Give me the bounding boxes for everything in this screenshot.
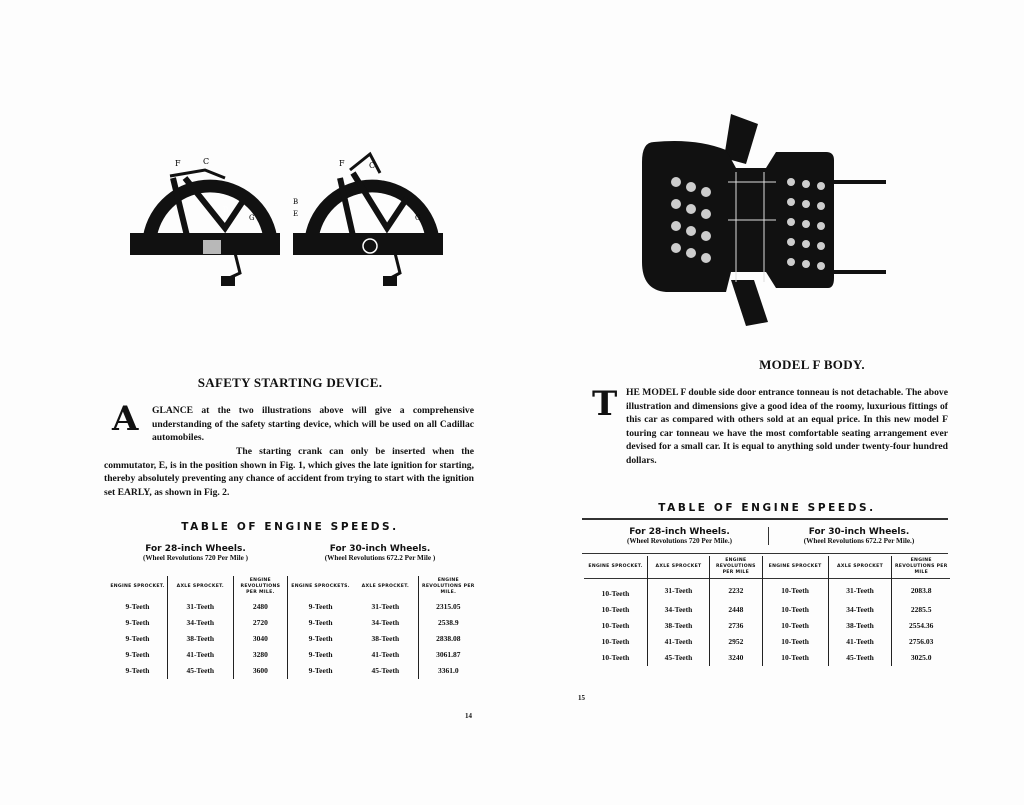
cell: 31-Teeth bbox=[167, 598, 233, 614]
table-group-30 bbox=[768, 527, 949, 545]
cell: 3361.0 bbox=[418, 663, 478, 679]
group-subtitle: (Wheel Revolutions 720 Per Mile.) bbox=[626, 537, 733, 545]
engine-speeds-table bbox=[584, 556, 950, 666]
header-engine-sprocket: ENGINE SPROCKET bbox=[762, 556, 828, 579]
cell: 38-Teeth bbox=[647, 617, 709, 633]
table-row bbox=[108, 598, 478, 614]
group-title: For 30-inch Wheels. bbox=[329, 544, 431, 554]
table-row bbox=[584, 650, 950, 666]
cell: 2838.08 bbox=[418, 630, 478, 646]
paragraph-crank bbox=[104, 445, 474, 499]
svg-text:D: D bbox=[223, 206, 229, 214]
cell: 3025.0 bbox=[892, 650, 950, 666]
cell: 3061.87 bbox=[418, 647, 478, 663]
cell: 2232 bbox=[710, 579, 763, 602]
cell: 2083.8 bbox=[892, 579, 950, 602]
cell: 3040 bbox=[233, 630, 288, 646]
cell: 10-Teeth bbox=[762, 579, 828, 602]
page-number: 14 bbox=[465, 712, 472, 720]
cell: 41-Teeth bbox=[828, 634, 892, 650]
table-row bbox=[108, 647, 478, 663]
cell: 2554.36 bbox=[892, 617, 950, 633]
cell: 31-Teeth bbox=[647, 579, 709, 602]
header-axle-sprocket: AXLE SPROCKET bbox=[647, 556, 709, 579]
table-row bbox=[584, 617, 950, 633]
header-engine-revolutions: ENGINE REVOLUTIONS PER MILE bbox=[710, 556, 763, 579]
header-engine-sprocket: ENGINE SPROCKET. bbox=[588, 564, 643, 569]
paragraph-crank-text: The starting crank can only be inserted when the commutator, E, is in the position shown in Fig. 1, which gives the late ignition for starting, thereby absolutely preventing any chance of accident from trying to start with the ignition set EARLY, as shown in Fig. 2. bbox=[104, 446, 474, 498]
cell: 2952 bbox=[710, 634, 763, 650]
header-axle-sprocket: AXLE SPROCKET bbox=[828, 556, 892, 579]
header-axle-sprocket: AXLE SPROCKET. bbox=[361, 584, 409, 589]
table-row bbox=[584, 601, 950, 617]
svg-text:F: F bbox=[175, 159, 181, 168]
paragraph-intro: GLANCE at the two illustrations above will give a comprehensive understanding of the safety starting device, which will be used on all Cadillac automobiles. bbox=[152, 405, 474, 444]
header-engine-sprocket: ENGINE SPROCKET. bbox=[110, 584, 165, 589]
table-title: TABLE OF ENGINE SPEEDS. bbox=[658, 502, 876, 514]
cell: 31-Teeth bbox=[828, 579, 892, 602]
svg-text:C: C bbox=[369, 161, 376, 170]
group-subtitle: (Wheel Revolutions 672.2 Per Mile.) bbox=[803, 537, 915, 545]
cell: 2756.03 bbox=[892, 634, 950, 650]
cell: 10-Teeth bbox=[762, 650, 828, 666]
cell: 9-Teeth bbox=[125, 601, 150, 611]
table-title: TABLE OF ENGINE SPEEDS. bbox=[181, 521, 399, 533]
cell: 9-Teeth bbox=[125, 650, 150, 660]
cell: 31-Teeth bbox=[371, 601, 400, 611]
table-group-28 bbox=[592, 527, 767, 545]
cell: 10-Teeth bbox=[601, 653, 630, 663]
model-f-body-illustration bbox=[636, 112, 896, 332]
cell: 9-Teeth bbox=[308, 666, 333, 676]
header-engine-revolutions: ENGINE REVOLUTIONS PER MILE bbox=[892, 556, 950, 579]
cell: 45-Teeth bbox=[647, 650, 709, 666]
cell: 10-Teeth bbox=[601, 588, 630, 598]
cell: 34-Teeth bbox=[647, 601, 709, 617]
table-group-28 bbox=[108, 544, 283, 562]
cell: 9-Teeth bbox=[125, 666, 150, 676]
cell: 9-Teeth bbox=[125, 617, 150, 627]
cell: 2736 bbox=[710, 617, 763, 633]
dropcap: T bbox=[592, 384, 618, 424]
table-row bbox=[108, 614, 478, 630]
cell: 3600 bbox=[233, 663, 288, 679]
table-row bbox=[584, 634, 950, 650]
table-header-row bbox=[108, 576, 478, 598]
header-engine-sprocket: ENGINE SPROCKETS. bbox=[291, 584, 350, 589]
table-row bbox=[584, 579, 950, 602]
cell: 2538.9 bbox=[418, 614, 478, 630]
table-row bbox=[108, 630, 478, 646]
section-heading: SAFETY STARTING DEVICE. bbox=[197, 375, 383, 390]
svg-text:C: C bbox=[203, 157, 210, 166]
svg-text:G: G bbox=[249, 214, 255, 222]
cell: 10-Teeth bbox=[601, 637, 630, 647]
safety-starting-device-illustration bbox=[125, 148, 450, 293]
cell: 2315.05 bbox=[418, 598, 478, 614]
svg-text:E: E bbox=[293, 210, 299, 218]
cell: 9-Teeth bbox=[125, 633, 150, 643]
dropcap: A bbox=[112, 399, 139, 439]
cell: 10-Teeth bbox=[762, 634, 828, 650]
svg-text:B: B bbox=[293, 198, 299, 206]
cell: 38-Teeth bbox=[167, 630, 233, 646]
cell: 45-Teeth bbox=[167, 663, 233, 679]
cell: 41-Teeth bbox=[167, 647, 233, 663]
cell: 38-Teeth bbox=[371, 633, 400, 643]
cell: 38-Teeth bbox=[828, 617, 892, 633]
cell: 41-Teeth bbox=[371, 650, 400, 660]
svg-text:G: G bbox=[415, 214, 421, 222]
header-axle-sprocket: AXLE SPROCKET. bbox=[167, 576, 233, 598]
cell: 34-Teeth bbox=[371, 617, 400, 627]
cell: 9-Teeth bbox=[308, 617, 333, 627]
paragraph-model-f: HE MODEL F double side door entrance tonneau is not detachable. The above illustration and dimensions give a good idea of the roomy, luxurious fittings of this car as compared with others sold at an equal price. In this new model F touring car tonneau we have the most comfortable seating arrangement ever devised for a small car. It is equal to anything sold under twenty-four hundred dollars. bbox=[626, 387, 948, 466]
cell: 9-Teeth bbox=[308, 633, 333, 643]
table-header-row bbox=[584, 556, 950, 579]
group-title: For 28-inch Wheels. bbox=[629, 527, 730, 537]
cell: 10-Teeth bbox=[601, 620, 630, 630]
cell: 45-Teeth bbox=[371, 666, 400, 676]
cell: 41-Teeth bbox=[647, 634, 709, 650]
cell: 34-Teeth bbox=[167, 614, 233, 630]
cell: 10-Teeth bbox=[762, 601, 828, 617]
section-heading: MODEL F BODY. bbox=[759, 357, 865, 372]
engine-speeds-table bbox=[108, 576, 478, 679]
cell: 9-Teeth bbox=[308, 601, 333, 611]
cell: 3240 bbox=[710, 650, 763, 666]
right-page bbox=[512, 0, 1024, 805]
table-group-30 bbox=[290, 544, 470, 562]
cell: 9-Teeth bbox=[308, 650, 333, 660]
cell: 10-Teeth bbox=[601, 604, 630, 614]
cell: 34-Teeth bbox=[828, 601, 892, 617]
header-engine-revolutions: ENGINE REVOLUTIONS PER MILE. bbox=[418, 576, 478, 598]
group-title: For 28-inch Wheels. bbox=[145, 544, 246, 554]
cell: 2448 bbox=[710, 601, 763, 617]
table-group-rule bbox=[582, 553, 948, 554]
cell: 2285.5 bbox=[892, 601, 950, 617]
header-engine-revolutions: ENGINE REVOLUTIONS PER MILE. bbox=[233, 576, 288, 598]
cell: 2480 bbox=[233, 598, 288, 614]
cell: 45-Teeth bbox=[828, 650, 892, 666]
group-title: For 30-inch Wheels. bbox=[808, 527, 910, 537]
cell: 10-Teeth bbox=[762, 617, 828, 633]
cell: 3280 bbox=[233, 647, 288, 663]
table-row bbox=[108, 663, 478, 679]
svg-text:F: F bbox=[339, 159, 345, 168]
group-subtitle: (Wheel Revolutions 720 Per Mile ) bbox=[142, 554, 249, 562]
table-top-rule bbox=[582, 518, 948, 520]
page-number: 15 bbox=[578, 694, 585, 702]
group-subtitle: (Wheel Revolutions 672.2 Per Mile ) bbox=[324, 554, 436, 562]
cell: 2720 bbox=[233, 614, 288, 630]
